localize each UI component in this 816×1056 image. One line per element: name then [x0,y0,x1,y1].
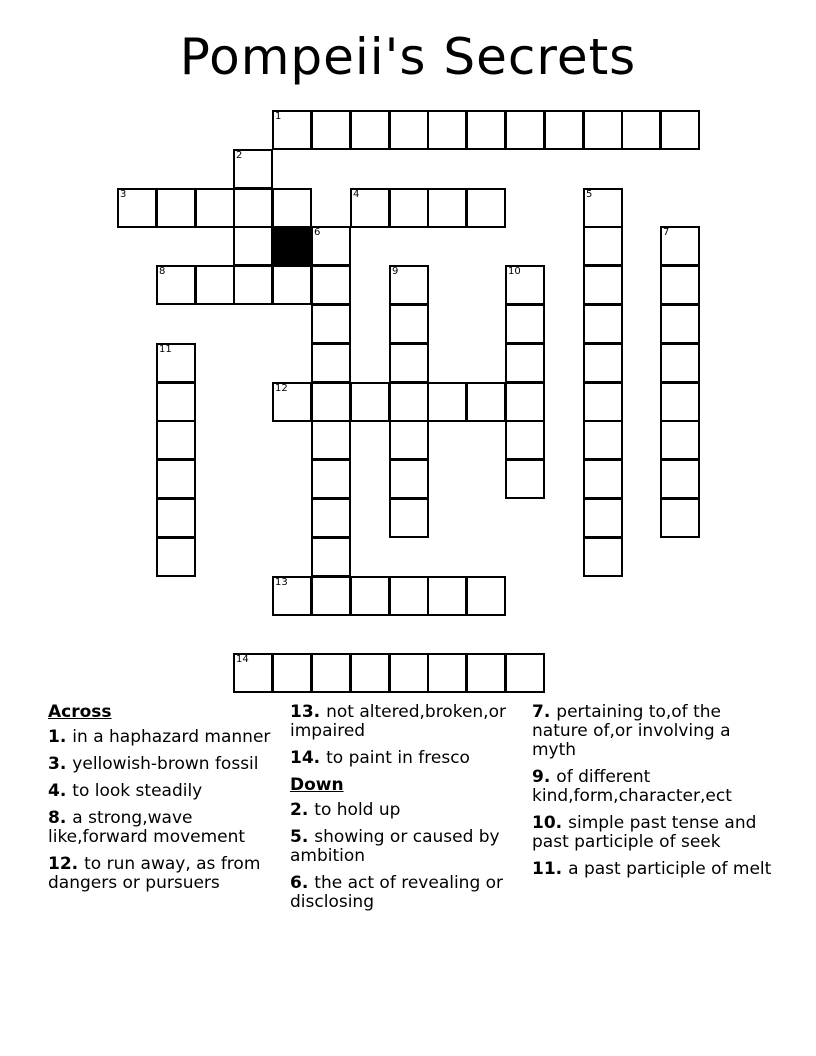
clue-number: 6 [314,227,321,238]
clue-number: 10 [508,266,521,277]
grid-cell[interactable] [156,498,196,538]
grid-cell[interactable] [311,265,351,305]
grid-cell[interactable] [427,576,467,616]
clue-across-8: 8. a strong,wave like,forward movement [48,808,246,847]
grid-cell[interactable] [311,343,351,383]
grid-cell[interactable] [660,226,700,266]
grid-cell[interactable] [195,188,235,228]
grid-cell[interactable] [311,110,351,150]
grid-cell[interactable] [156,265,196,305]
clue-number: 8 [159,266,166,277]
grid-cell[interactable] [272,110,312,150]
grid-cell[interactable] [233,265,273,305]
grid-cell[interactable] [583,188,623,228]
clue-number: 2 [236,150,243,161]
grid-cell[interactable] [350,188,390,228]
grid-cell[interactable] [505,110,545,150]
grid-cell[interactable] [117,188,157,228]
clue-number: 13 [275,577,288,588]
clue-down-10: 10. simple past tense and past participle of seek [532,813,757,852]
grid-cell[interactable] [466,653,506,693]
clue-number: 1 [275,111,282,122]
grid-cell[interactable] [272,576,312,616]
grid-cell[interactable] [583,459,623,499]
grid-cell[interactable] [660,265,700,305]
clue-down-9: 9. of different kind,form,character,ect [532,767,732,806]
grid-cell[interactable] [583,420,623,460]
grid-cell[interactable] [156,537,196,577]
clues-column-1 [48,703,273,901]
grid-cell[interactable] [583,498,623,538]
grid-cell[interactable] [156,459,196,499]
grid-cell[interactable] [427,653,467,693]
grid-cell[interactable] [660,498,700,538]
grid-cell[interactable] [505,343,545,383]
grid-cell[interactable] [505,653,545,693]
grid-cell[interactable] [583,537,623,577]
grid-cell[interactable] [156,420,196,460]
clue-number: 4 [353,189,360,200]
grid-cell[interactable] [350,110,390,150]
clues-column-2 [290,703,515,920]
grid-cell[interactable] [156,188,196,228]
grid-cell[interactable] [466,188,506,228]
grid-cell[interactable] [389,304,429,344]
grid-cell[interactable] [583,265,623,305]
grid-cell[interactable] [389,188,429,228]
grid-cell[interactable] [427,382,467,422]
grid-cell[interactable] [156,343,196,383]
grid-cell[interactable] [427,188,467,228]
grid-cell[interactable] [311,382,351,422]
clue-across-14: 14. to paint in fresco [290,748,470,768]
grid-cell[interactable] [195,265,235,305]
grid-cell[interactable] [389,110,429,150]
grid-cell[interactable] [233,149,273,189]
grid-cell[interactable] [272,265,312,305]
grid-cell[interactable] [505,265,545,305]
clue-across-4: 4. to look steadily [48,781,203,801]
black-cell [272,226,312,266]
grid-cell[interactable] [583,304,623,344]
grid-cell[interactable] [583,382,623,422]
grid-cell[interactable] [389,459,429,499]
grid-cell[interactable] [660,420,700,460]
grid-cell[interactable] [505,459,545,499]
grid-cell[interactable] [350,653,390,693]
grid-cell[interactable] [466,110,506,150]
grid-cell[interactable] [389,420,429,460]
grid-cell[interactable] [311,498,351,538]
grid-cell[interactable] [311,537,351,577]
grid-cell[interactable] [311,304,351,344]
clue-across-1: 1. in a haphazard manner [48,727,271,747]
clue-number: 12 [275,383,288,394]
grid-cell[interactable] [389,343,429,383]
grid-cell[interactable] [350,576,390,616]
clue-across-3: 3. yellowish-brown fossil [48,754,259,774]
clue-down-11: 11. a past participle of melt [532,859,772,879]
grid-cell[interactable] [389,265,429,305]
down-heading: Down [290,775,344,795]
grid-cell[interactable] [311,226,351,266]
grid-cell[interactable] [389,653,429,693]
grid-cell[interactable] [233,226,273,266]
grid-cell[interactable] [583,110,623,150]
grid-cell[interactable] [272,653,312,693]
grid-cell[interactable] [583,226,623,266]
grid-cell[interactable] [427,110,467,150]
across-heading: Across [48,702,112,722]
grid-cell[interactable] [311,576,351,616]
grid-cell[interactable] [311,653,351,693]
clue-number: 14 [236,654,249,665]
grid-cell[interactable] [660,382,700,422]
clues-column-3 [532,703,777,887]
clue-down-6: 6. the act of revealing or disclosing [290,873,504,912]
grid-cell[interactable] [505,382,545,422]
grid-cell[interactable] [389,498,429,538]
grid-cell[interactable] [466,382,506,422]
grid-cell[interactable] [544,110,584,150]
grid-cell[interactable] [505,304,545,344]
grid-cell[interactable] [350,382,390,422]
puzzle-title: Pompeii's Secrets [179,28,637,86]
grid-cell[interactable] [156,382,196,422]
clue-number: 5 [586,189,593,200]
grid-cell[interactable] [233,653,273,693]
grid-cell[interactable] [621,110,661,150]
grid-cell[interactable] [272,382,312,422]
grid-cell[interactable] [311,459,351,499]
clue-down-5: 5. showing or caused by ambition [290,827,500,866]
grid-cell[interactable] [272,188,312,228]
grid-cell[interactable] [505,420,545,460]
grid-cell[interactable] [389,576,429,616]
grid-cell[interactable] [389,382,429,422]
clue-across-12: 12. to run away, as from dangers or pursuers [48,854,261,893]
grid-cell[interactable] [660,110,700,150]
grid-cell[interactable] [233,188,273,228]
grid-cell[interactable] [660,459,700,499]
clue-number: 9 [392,266,399,277]
grid-cell[interactable] [311,420,351,460]
grid-cell[interactable] [660,343,700,383]
grid-cell[interactable] [660,304,700,344]
clue-number: 7 [663,227,670,238]
clue-across-13: 13. not altered,broken,or impaired [290,702,506,741]
clue-down-2: 2. to hold up [290,800,401,820]
grid-cell[interactable] [466,576,506,616]
grid-cell[interactable] [583,343,623,383]
clue-number: 11 [159,344,172,355]
clue-number: 3 [120,189,127,200]
clue-down-7: 7. pertaining to,of the nature of,or involving a myth [532,702,731,760]
